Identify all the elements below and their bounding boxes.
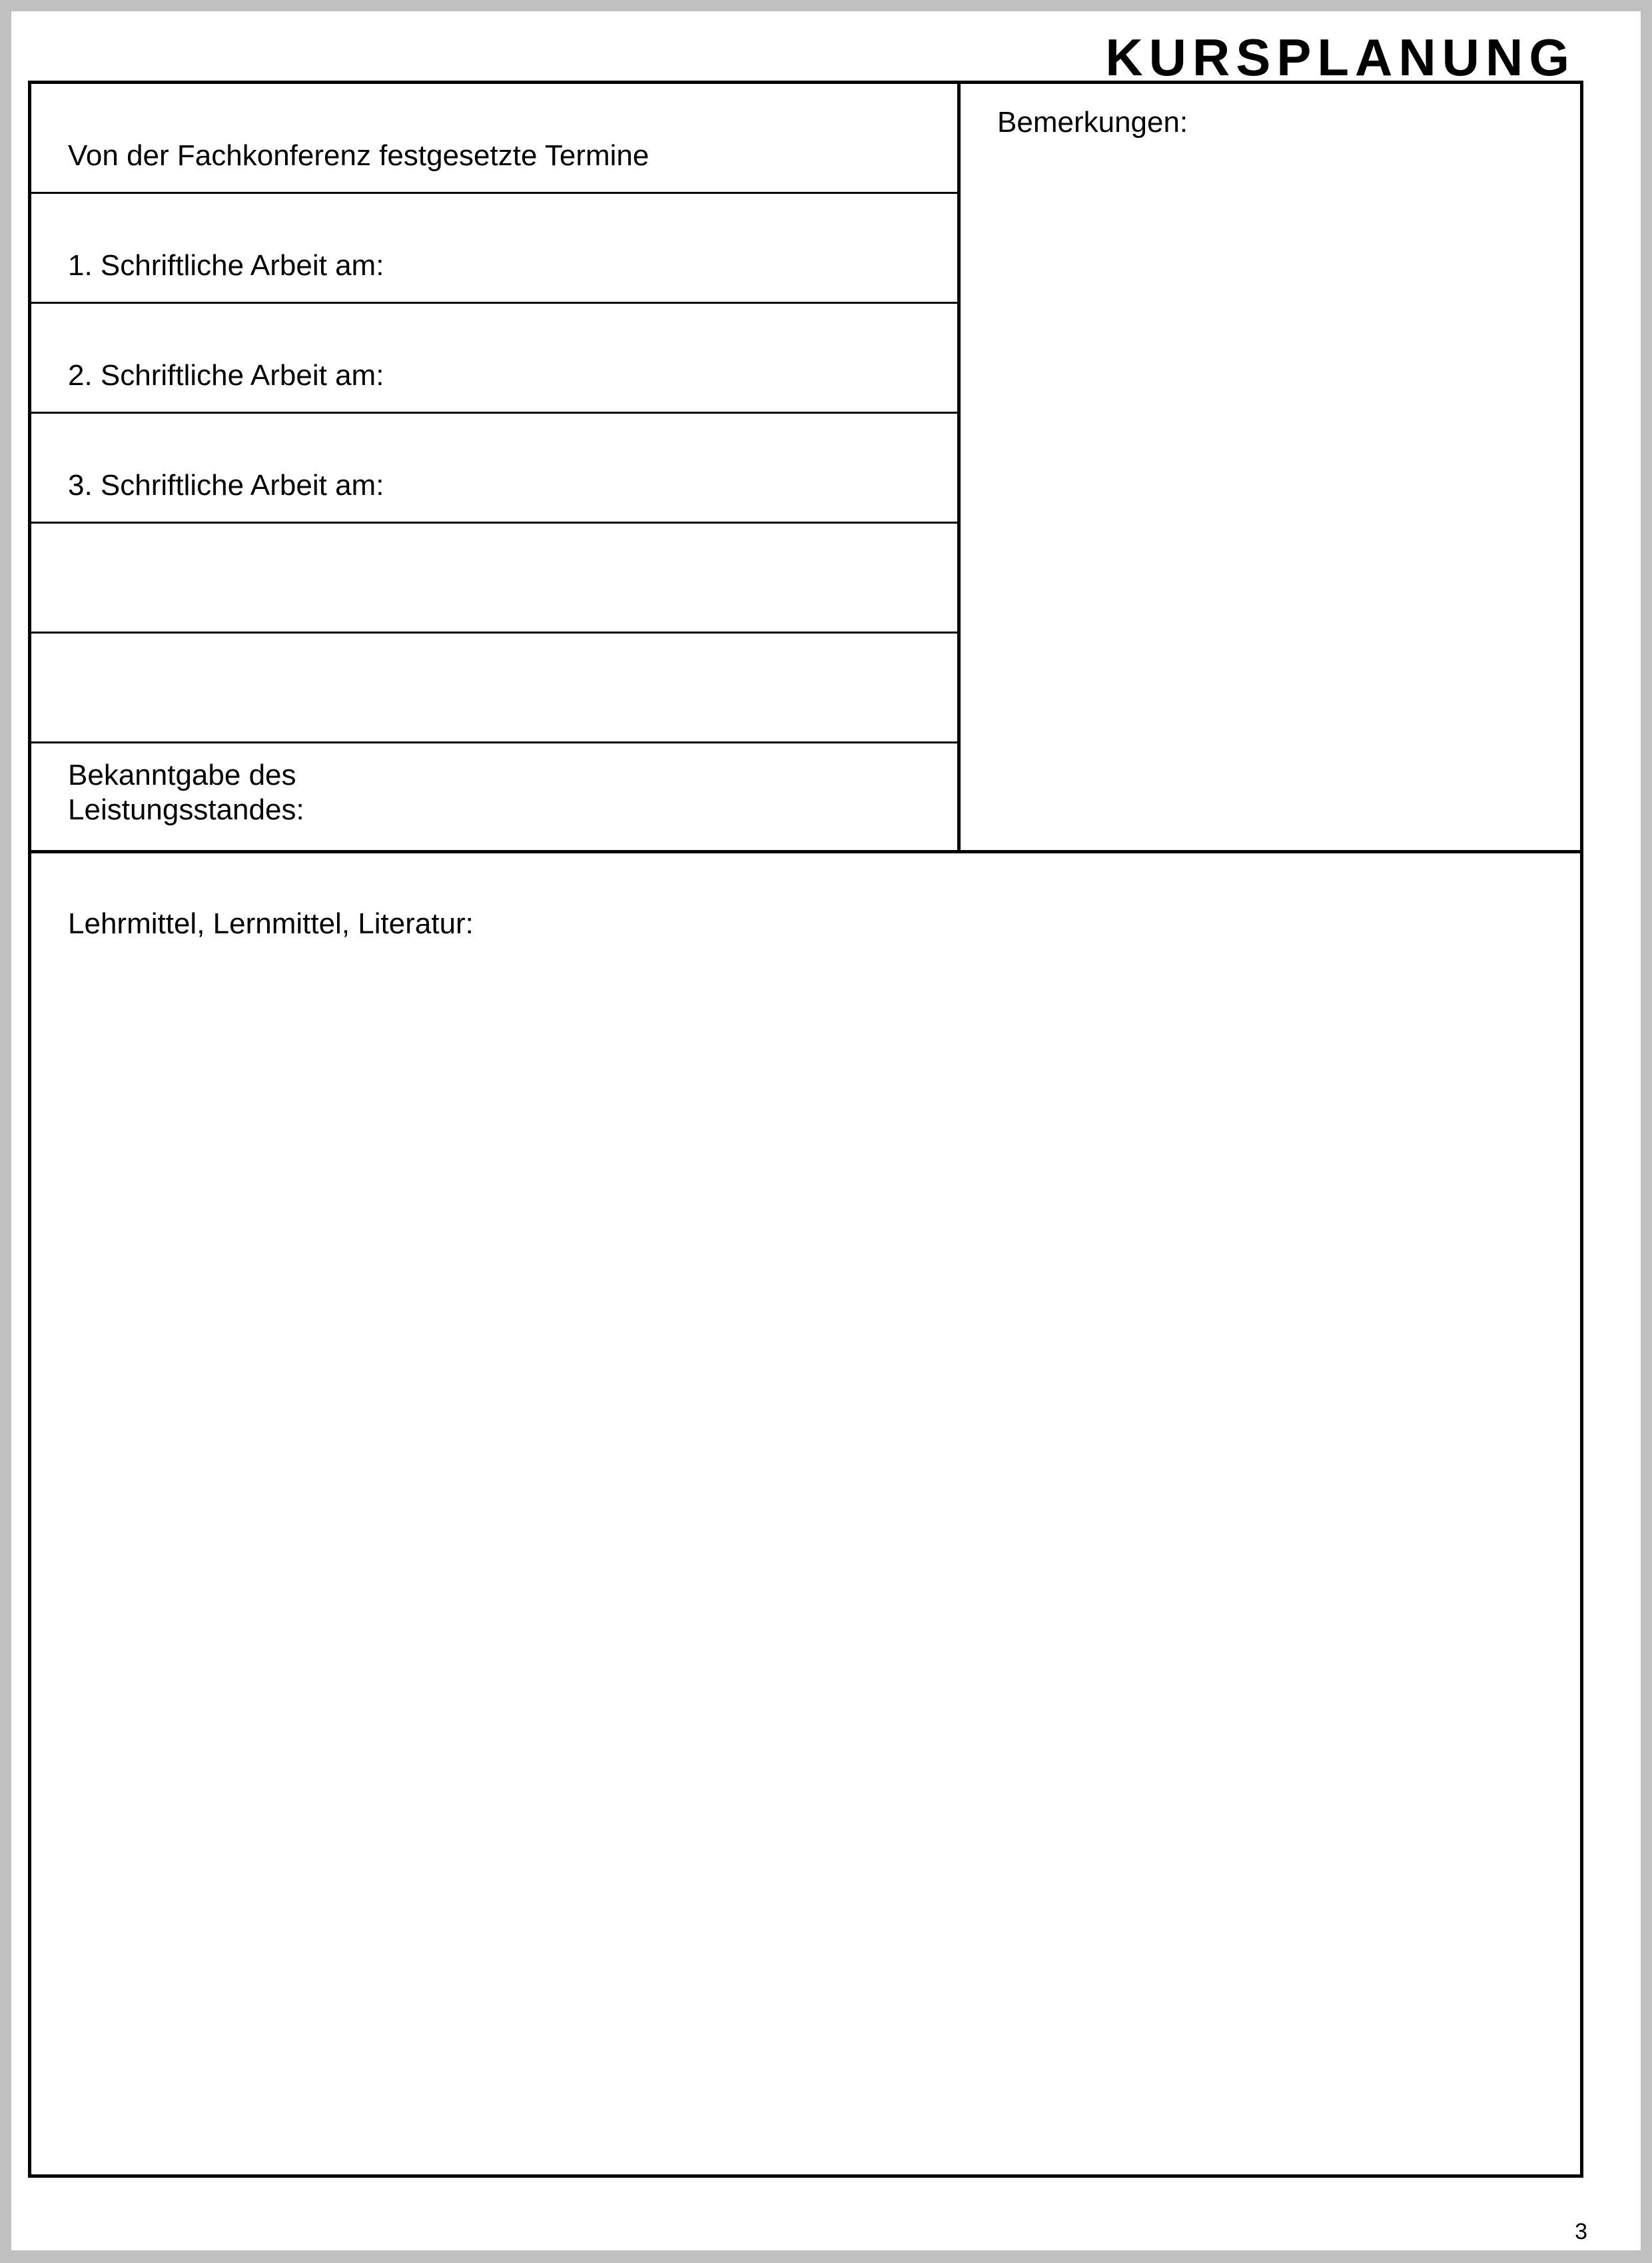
dates-row-label: 2. Schriftliche Arbeit am: <box>68 359 384 392</box>
remarks-field[interactable] <box>961 151 1580 843</box>
dates-row-header <box>31 84 957 194</box>
dates-row-label: 1. Schriftliche Arbeit am: <box>68 249 384 282</box>
dates-row-label: 3. Schriftliche Arbeit am: <box>68 469 384 502</box>
dates-table <box>31 84 957 850</box>
page-number: 3 <box>1575 2219 1587 2244</box>
dates-row-label: Von der Fachkonferenz festgesetzte Termine <box>68 139 649 172</box>
page-title: KURSPLANUNG <box>1105 28 1575 87</box>
remarks-label: Bemerkungen: <box>997 106 1188 139</box>
document-page <box>11 11 1641 2250</box>
section-divider <box>31 850 1580 853</box>
literature-field[interactable] <box>38 957 1577 2169</box>
dates-row-performance <box>31 743 957 850</box>
planning-form <box>28 81 1583 2178</box>
exam-1-date-field[interactable] <box>444 254 951 300</box>
dates-row-blank-2[interactable] <box>31 634 957 743</box>
exam-2-date-field[interactable] <box>444 364 951 410</box>
dates-row-exam-2 <box>31 304 957 414</box>
dates-row-exam-1 <box>31 194 957 304</box>
performance-date-field[interactable] <box>444 793 951 840</box>
dates-row-blank-1[interactable] <box>31 524 957 634</box>
literature-label: Lehrmittel, Lernmittel, Literatur: <box>68 907 474 940</box>
dates-row-exam-3 <box>31 414 957 524</box>
dates-row-label: Bekanntgabe des Leistungsstandes: <box>68 759 304 826</box>
exam-3-date-field[interactable] <box>444 474 951 520</box>
